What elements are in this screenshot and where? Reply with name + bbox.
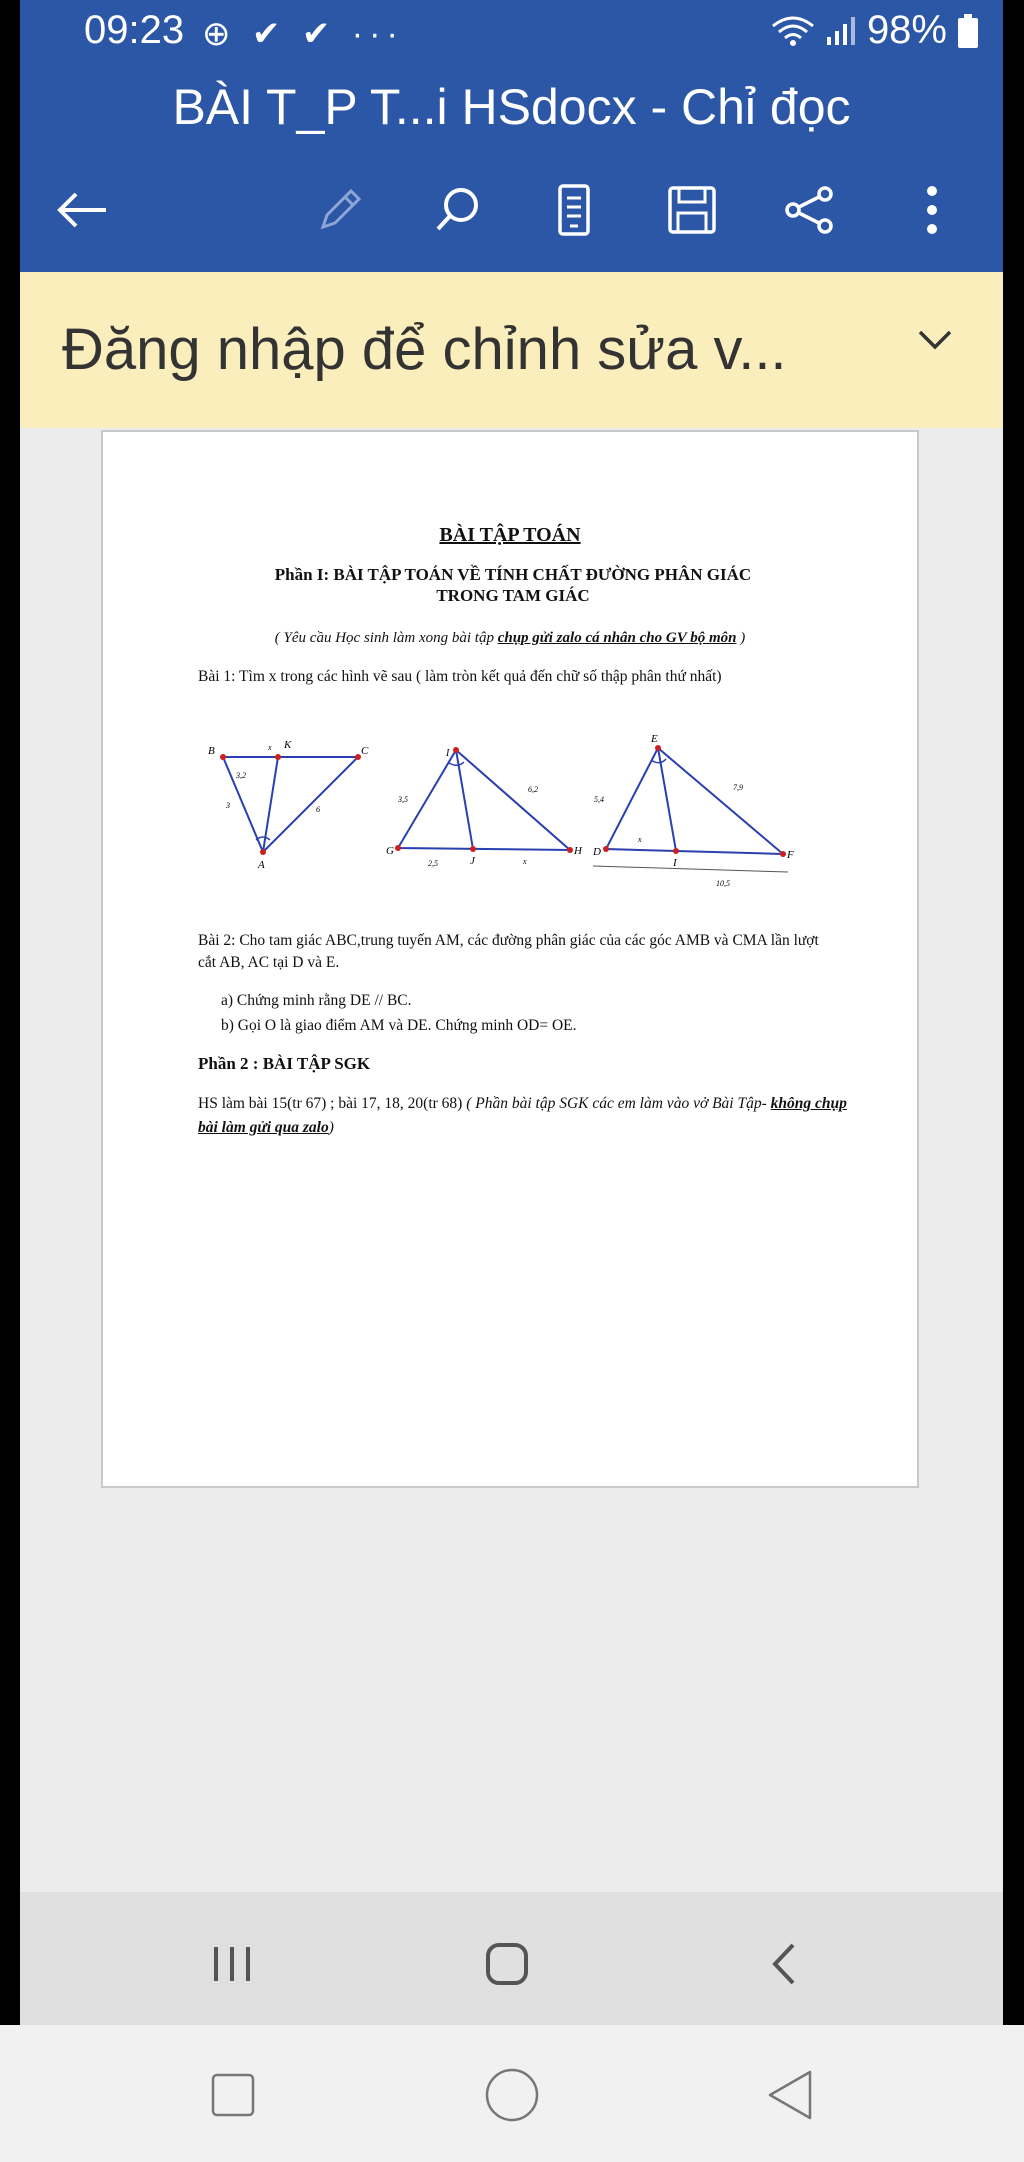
fig1-label-32: 3,2 bbox=[236, 771, 246, 780]
sign-in-banner-text: Đăng nhập để chỉnh sửa v... bbox=[62, 317, 787, 382]
fig2-label-x: x bbox=[523, 857, 527, 866]
homework-text: HS làm bài 15(tr 67) ; bài 17, 18, 20(tr 68) bbox=[198, 1095, 463, 1112]
fig1-label-B: B bbox=[208, 745, 215, 757]
square-icon[interactable] bbox=[203, 2065, 263, 2125]
search-icon[interactable] bbox=[428, 180, 488, 240]
exercise-2: Bài 2: Cho tam giác ABC,trung tuyến AM, các đường phân giác của các góc AMB và CMA lần lượt cắt AB, AC tại D và E. bbox=[198, 932, 819, 971]
fig3-label-105: 10,5 bbox=[716, 879, 730, 888]
fig2-label-25: 2,5 bbox=[428, 859, 438, 868]
fig3-label-79: 7,9 bbox=[733, 783, 743, 792]
fig3-label-54: 5,4 bbox=[594, 795, 604, 804]
fig3-label-x: x bbox=[638, 835, 642, 844]
part2-title: Phần 2 : BÀI TẬP SGK bbox=[198, 1054, 371, 1073]
note-prefix: ( Yêu cầu Học sinh làm xong bài tập bbox=[274, 630, 498, 646]
app-bar bbox=[20, 0, 1003, 272]
android-nav-bar bbox=[20, 1892, 1003, 2025]
fig1-label-K: K bbox=[284, 739, 292, 751]
wifi-icon bbox=[771, 14, 815, 48]
recent-apps-icon[interactable] bbox=[202, 1934, 262, 1994]
figure-3 bbox=[592, 733, 794, 888]
homework-emphasis: không chụp bài làm gửi qua zalo bbox=[198, 1095, 847, 1136]
note-emphasis: chụp gửi zalo cá nhân cho GV bộ môn bbox=[497, 630, 737, 646]
fig3-label-E: E bbox=[651, 733, 658, 745]
doc-heading: BÀI TẬP TOÁN bbox=[439, 524, 581, 546]
fig1-label-A: A bbox=[258, 859, 265, 871]
requirement-note bbox=[103, 630, 917, 647]
status-time: 09:23 bbox=[84, 8, 185, 52]
home-icon[interactable] bbox=[477, 1934, 537, 1994]
fig1-label-6: 6 bbox=[316, 805, 320, 814]
device-frame-right bbox=[1003, 0, 1024, 2025]
fig3-label-D: D bbox=[593, 846, 601, 858]
fig2-label-G: G bbox=[386, 845, 394, 857]
back-icon[interactable] bbox=[754, 1934, 814, 1994]
save-icon[interactable] bbox=[662, 180, 722, 240]
fig1-label-C: C bbox=[361, 745, 369, 757]
reading-view-icon[interactable] bbox=[544, 180, 604, 240]
fig3-label-F: F bbox=[787, 849, 794, 861]
status-right bbox=[771, 8, 979, 53]
back-arrow-icon[interactable] bbox=[52, 180, 112, 240]
fig3-label-I: I bbox=[673, 857, 677, 869]
homework-italic: ( Phần bài tập SGK các em làm vào vở Bài Tập- bbox=[462, 1095, 771, 1112]
figure-2 bbox=[386, 747, 583, 868]
triangle-figures bbox=[198, 730, 828, 900]
share-icon[interactable] bbox=[780, 180, 840, 240]
pencil-icon[interactable] bbox=[310, 180, 370, 240]
signal-icon bbox=[825, 15, 857, 47]
part1-title: Phần I: BÀI TẬP TOÁN VỀ TÍNH CHẤT ĐƯỜNG PHÂN GIÁC TRONG TAM GIÁC bbox=[274, 565, 752, 605]
fig1-label-3: 3 bbox=[226, 801, 230, 810]
exercise-1: Bài 1: Tìm x trong các hình vẽ sau ( làm tròn kết quả đến chữ số thập phân thứ nhất) bbox=[198, 668, 722, 685]
fig2-label-J: J bbox=[470, 855, 475, 867]
status-notification-icons: ⊕ ✔ ✔ ··· bbox=[202, 15, 404, 53]
document-page[interactable] bbox=[101, 430, 919, 1488]
fig1-label-x: x bbox=[268, 743, 272, 752]
system-nav-bar bbox=[0, 2025, 1024, 2162]
note-suffix: ) bbox=[736, 630, 746, 646]
triangle-back-icon[interactable] bbox=[760, 2065, 820, 2125]
circle-icon[interactable] bbox=[482, 2065, 542, 2125]
homework-end: ) bbox=[328, 1119, 334, 1136]
more-vertical-icon[interactable] bbox=[902, 180, 962, 240]
chevron-down-icon[interactable] bbox=[917, 328, 953, 357]
fig2-label-H: H bbox=[574, 845, 582, 857]
document-title: BÀI T_P T...i HSdocx - Chỉ đọc bbox=[172, 79, 851, 135]
fig2-label-I: I bbox=[446, 748, 450, 759]
fig2-label-62: 6,2 bbox=[528, 785, 538, 794]
word-app bbox=[20, 0, 1003, 2025]
exercise-2-item-a: a) Chứng minh rằng DE // BC. bbox=[221, 992, 412, 1009]
fig2-label-35: 3,5 bbox=[398, 795, 408, 804]
battery-icon bbox=[957, 13, 979, 49]
figure-1 bbox=[208, 730, 369, 871]
battery-percent: 98% bbox=[866, 8, 947, 52]
exercise-2-items bbox=[221, 988, 821, 1038]
exercise-2-item-b: b) Gọi O là giao điểm AM và DE. Chứng minh OD= OE. bbox=[221, 1017, 577, 1034]
homework-paragraph bbox=[198, 1092, 848, 1140]
sign-in-banner[interactable] bbox=[20, 272, 1003, 428]
device-frame-left bbox=[0, 0, 20, 2025]
